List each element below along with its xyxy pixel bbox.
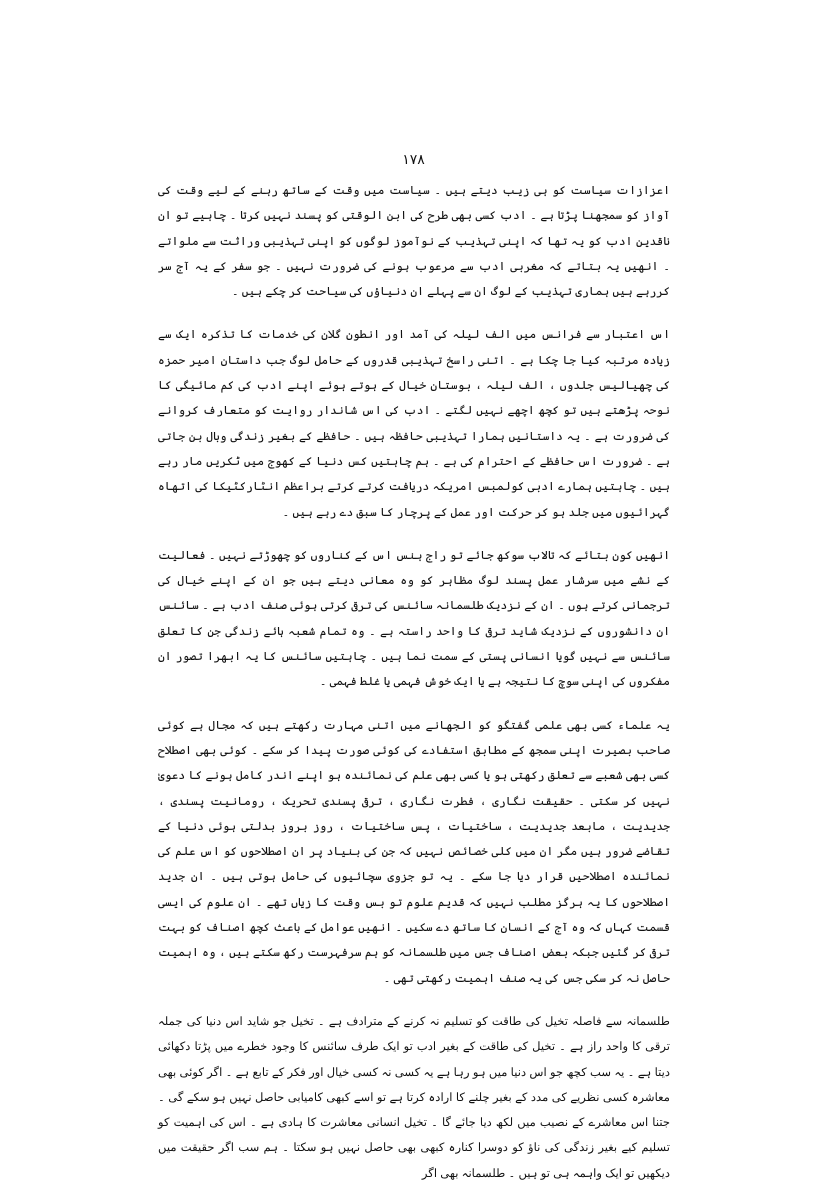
paragraph-2: اس اعتبار سے فرانس میں الف لیلہ کی آمد اور انطون گلان کی خدمات کا تذکرہ ایک سے زیادہ مرتبہ کیا جا چکا ہے ۔ اتنی راسخ تہذیبی قدروں کے حامل لوگ جب داستان امیر حمزہ کی چھیالیس جلدوں ، الف لیلہ ، بوستان خیال کے ہوتے ہوئے اپنے ادب کی کم مائیگی کا نوحہ پڑھتے ہیں تو کچھ اچھے نہیں لگتے ۔ ادب کی اس شاندار روایت کو متعارف کروانے کی ضرورت ہے ۔ یہ داستانیں ہمارا تہذیبی حافظہ ہیں ۔ حافظے کے بغیر زندگی وبال بن جاتی ہے ۔ ضرورت اس حافظے کے احترام کی ہے ۔ ہم چاہتیں کس دنیا کے کھوج میں ٹکریں مار رہے ہیں ۔ چاہتیں ہمارے ادبی کولمبس امریکہ دریافت کرتے کرتے براعظم انٹارکٹیکا کی اتھاہ گہرائیوں میں جلد ہو کر حرکت اور عمل کے پرچار کا سبق دے رہے ہیں ۔ [158, 327, 670, 519]
paragraph-3: انھیں کون بتائے کہ تالاب سوکھ جائے تو راج ہنس اس کے کناروں کو چھوڑتے نہیں ۔ فعالیت کے نشے میں سرشار عمل پسند لوگ مظاہر کو وہ معانی دیتے ہیں جو ان کے اپنے خیال کی ترجمانی کرتے ہوں ۔ ان کے نزدیک طلسمانہ سائنس کی ترقی کرتی ہوئی صنف ادب ہے ۔ سائنس ان دانشوروں کے نزدیک شاید ترقی کا واحد راستہ ہے ۔ وہ تمام شعبہ ہائے زندگی جن کا تعلق سائنس سے نہیں گویا انسانی پستی کے سمت نما ہیں ۔ چاہتیں سائنس کا یہ ابھرا تصور ان مفکروں کی اپنی سوچ کا نتیجہ ہے یا ایک خوش فہمی یا غلط فہمی ۔ [158, 547, 670, 689]
page-number: ۱۷۸ [402, 152, 425, 168]
paragraph-5: طلسمانہ سے فاصلہ تخیل کی طاقت کو تسلیم نہ کرنے کے مترادف ہے ۔ تخیل جو شاید اس دنیا کی جملہ ترقی کا واحد راز ہے ۔ تخیل کی طاقت کے بغیر ادب تو ایک طرف سائنس کا وجود خطرے میں پڑتا دکھائی دیتا ہے ۔ یہ سب کچھ جو اس دنیا میں ہو رہا ہے یہ کسی نہ کسی خیال اور فکر کے تابع ہے ۔ اگر کوئی بھی معاشرہ کسی نظریے کی مدد کے بغیر چلنے کا ارادہ کرتا ہے تو اسے کبھی کامیابی حاصل نہیں ہو سکے گی ۔ جتنا اس معاشرے کے نصیب میں لکھ دیا جائے گا ۔ تخیل انسانی معاشرت کا ہادی ہے ۔ اس کی اہمیت کو تسلیم کیے بغیر زندگی کی ناؤ کو دوسرا کنارہ کبھی بھی حاصل نہیں ہو سکتا ۔ ہم سب اگر حقیقت میں دیکھیں تو ایک واہمہ ہی تو ہیں ۔ طلسمانہ بھی اگر [158, 1013, 670, 1180]
paragraph-1: اعزازات سیاست کو ہی زیب دیتے ہیں ۔ سیاست میں وقت کے ساتھ رہنے کے لیے وقت کی آواز کو سمجھنا پڑتا ہے ۔ ادب کسی بھی طرح کی ابن الوقتی کو پسند نہیں کرتا ۔ چاہیے تو ان ناقدین ادب کو یہ تھا کہ اپنی تہذیب کے نوآموز لوگوں کو اپنی تہذیبی وراثت سے ملواتے ۔ انھیں یہ بتاتے کہ مغربی ادب سے مرعوب ہونے کی ضرورت نہیں ۔ جو سفر کے یہ آج سر کررہے ہیں ہماری تہذیب کے لوگ ان سے پہلے ان دنیاؤں کی سیاحت کر چکے ہیں ۔ [158, 183, 670, 299]
paragraph-4: یہ علماء کسی بھی علمی گفتگو کو الجھانے میں اتنی مہارت رکھتے ہیں کہ مجال ہے کوئی صاحب بصیرت اپنی سمجھ کے مطابق استفادے کی کوئی صورت پیدا کر سکے ۔ کوئی بھی اصطلاح کسی بھی شعبے سے تعلق رکھتی ہو یا کسی بھی علم کی نمائندہ ہو اپنے اندر کامل ہونے کا دعویٰ نہیں کر سکتی ۔ حقیقت نگاری ، فطرت نگاری ، ترقی پسندی تحریک ، رومانیت پسندی ، جدیدیت ، مابعد جدیدیت ، ساختیات ، پس ساختیات ، روز بروز بدلتی ہوئی دنیا کے تقاضے ضرور ہیں مگر ان میں کلی خصائص نہیں کہ جن کی بنیاد پر ان اصطلاحوں کو اس علم کی نمائندہ اصطلاحیں قرار دیا جا سکے ۔ یہ تو جزوی سچائیوں کی حامل ہوتی ہیں ۔ ان جدید اصطلاحوں کا یہ ہرگز مطلب نہیں کہ قدیم علوم تو بس وقت کا زیاں تھے ۔ ان علوم کی ایسی قسمت کہاں کہ وہ آج کے انسان کا ساتھ دے سکیں ۔ انھیں عوامل کے باعث کچھ اصناف کو بہت ترقی کر گئیں جبکہ بعض اصناف جس میں طلسمانہ کو ہم سرفہرست رکھ سکتے ہیں ، وہ اہمیت حاصل نہ کر سکی جس کی یہ صنف اہمیت رکھتی تھی ۔ [158, 717, 670, 985]
body-text [158, 178, 670, 1204]
